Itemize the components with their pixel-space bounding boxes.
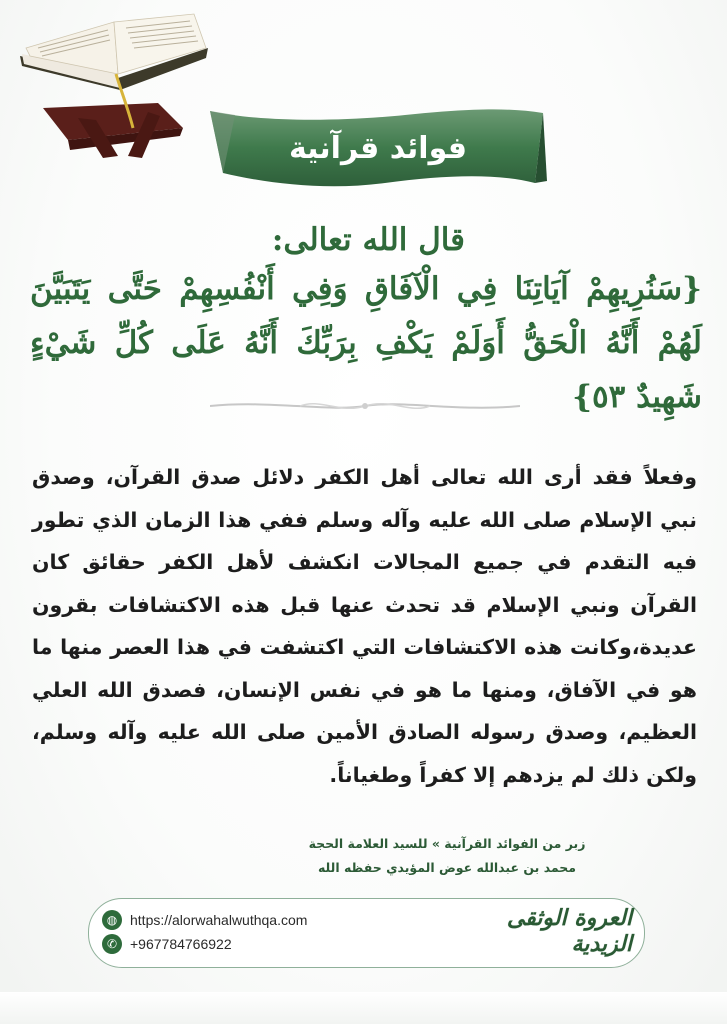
ornamental-divider <box>210 396 520 416</box>
credit-line-1: زبر من الفوائد القرآنية » للسيد العلامة الحجة <box>308 836 586 851</box>
banner-title: فوائد قرآنية <box>288 130 468 166</box>
phone-number[interactable]: +967784766922 <box>130 936 232 952</box>
phone-row[interactable] <box>102 934 232 954</box>
quran-book-illustration <box>8 8 218 158</box>
logo-text: العروة الوثقى الزيدية <box>506 905 632 957</box>
whatsapp-icon: ✆ <box>102 934 122 954</box>
verse-intro: قال الله تعالى: <box>271 222 465 258</box>
globe-icon: ◍ <box>102 910 122 930</box>
brand-logo <box>450 902 632 960</box>
website-link[interactable]: https://alorwahalwuthqa.com <box>130 912 308 928</box>
quran-verse: {سَنُرِيهِمْ آيَاتِنَا فِي الْآفَاقِ وَفِي أَنْفُسِهِمْ حَتَّى يَتَبَيَّنَ لَهُمْ أَنَّهُ الْحَقُّ أَوَلَمْ يَكْفِ بِرَبِّكَ أَنَّهُ عَلَى كُلِّ شَيْءٍ شَهِيدٌ ٥٣} <box>30 271 702 415</box>
credit-line-2: محمد بن عبدالله عوض المؤيدي حفظه الله <box>317 860 577 875</box>
body-paragraph: وفعلاً فقد أرى الله تعالى أهل الكفر دلائل صدق القرآن، وصدق نبي الإسلام صلى الله عليه وآله وسلم ففي هذا الزمان الذي تطور فيه التقدم في جميع المجالات انكشف لأهل الكفر حقائق كان القرآن ونبي الإسلام قد تحدث عنها قبل هذه الاكتشافات بقرون عديدة،وكانت هذه الاكتشافات التي اكتشفت في هذا العصر منها ما هو في الآفاق، ومنها ما هو في نفس الإنسان، فصدق الله العلي العظيم، وصدق رسوله الصادق الأمين صلى الله عليه وآله وسلم، ولكن ذلك لم يزدهم إلا كفراً وطغياناً. <box>32 465 697 787</box>
bottom-band <box>0 992 727 1024</box>
website-row[interactable] <box>102 910 307 930</box>
